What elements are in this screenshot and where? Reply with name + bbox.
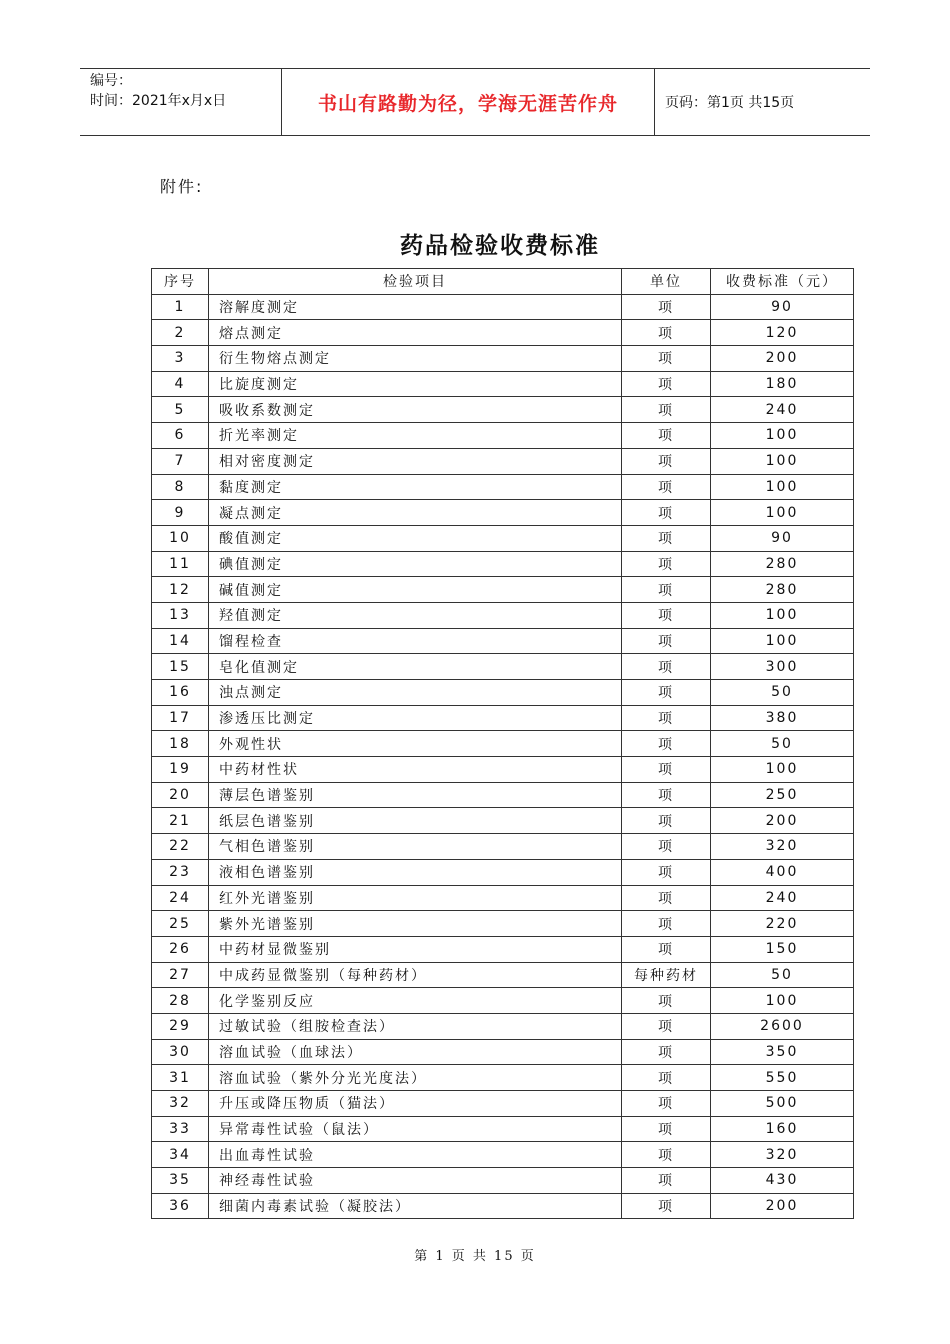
row-number: 26 [152, 936, 209, 962]
row-item: 酸值测定 [209, 525, 622, 551]
row-fee: 100 [711, 474, 854, 500]
row-item: 比旋度测定 [209, 371, 622, 397]
row-item: 红外光谱鉴别 [209, 885, 622, 911]
row-fee: 280 [711, 551, 854, 577]
row-item: 碱值测定 [209, 577, 622, 603]
row-number: 22 [152, 834, 209, 860]
row-item: 羟值测定 [209, 602, 622, 628]
row-fee: 150 [711, 936, 854, 962]
row-number: 20 [152, 782, 209, 808]
row-unit: 项 [622, 1193, 711, 1219]
row-item: 外观性状 [209, 731, 622, 757]
row-item: 黏度测定 [209, 474, 622, 500]
row-number: 23 [152, 859, 209, 885]
table-row [152, 1091, 854, 1117]
table-row [152, 1142, 854, 1168]
row-fee: 250 [711, 782, 854, 808]
row-unit: 项 [622, 397, 711, 423]
table-row [152, 911, 854, 937]
row-number: 10 [152, 525, 209, 551]
row-item: 渗透压比测定 [209, 705, 622, 731]
table-row [152, 885, 854, 911]
row-fee: 550 [711, 1065, 854, 1091]
table-row [152, 294, 854, 320]
row-item: 相对密度测定 [209, 448, 622, 474]
table-row [152, 474, 854, 500]
row-fee: 90 [711, 294, 854, 320]
table-row [152, 1168, 854, 1194]
row-fee: 320 [711, 834, 854, 860]
row-fee: 500 [711, 1091, 854, 1117]
row-fee: 100 [711, 500, 854, 526]
table-row [152, 525, 854, 551]
row-number: 31 [152, 1065, 209, 1091]
row-item: 化学鉴别反应 [209, 988, 622, 1014]
row-item: 出血毒性试验 [209, 1142, 622, 1168]
table-row [152, 859, 854, 885]
page-header [80, 68, 870, 136]
table-row [152, 988, 854, 1014]
row-number: 24 [152, 885, 209, 911]
table-row [152, 757, 854, 783]
table-row [152, 602, 854, 628]
row-item: 薄层色谱鉴别 [209, 782, 622, 808]
row-fee: 300 [711, 654, 854, 680]
table-row [152, 423, 854, 449]
row-number: 17 [152, 705, 209, 731]
row-item: 溶血试验（紫外分光光度法） [209, 1065, 622, 1091]
row-number: 6 [152, 423, 209, 449]
row-number: 13 [152, 602, 209, 628]
row-unit: 项 [622, 834, 711, 860]
row-fee: 100 [711, 988, 854, 1014]
row-number: 29 [152, 1013, 209, 1039]
table-row [152, 1039, 854, 1065]
row-fee: 100 [711, 448, 854, 474]
table-row [152, 731, 854, 757]
row-number: 1 [152, 294, 209, 320]
row-number: 16 [152, 680, 209, 706]
row-number: 9 [152, 500, 209, 526]
row-number: 18 [152, 731, 209, 757]
table-row [152, 346, 854, 372]
row-number: 19 [152, 757, 209, 783]
row-unit: 项 [622, 371, 711, 397]
row-fee: 2600 [711, 1013, 854, 1039]
header-number: 序号 [152, 269, 209, 295]
table-row [152, 371, 854, 397]
row-unit: 项 [622, 628, 711, 654]
row-fee: 50 [711, 731, 854, 757]
row-unit: 项 [622, 320, 711, 346]
row-unit: 项 [622, 1142, 711, 1168]
fee-table [151, 268, 854, 1219]
row-unit: 项 [622, 551, 711, 577]
table-header-row [152, 269, 854, 295]
document-title: 药品检验收费标准 [400, 233, 600, 259]
row-unit: 项 [622, 936, 711, 962]
row-number: 7 [152, 448, 209, 474]
row-unit: 项 [622, 885, 711, 911]
document-time-label: 时间：2021年x月x日 [90, 93, 227, 109]
row-number: 12 [152, 577, 209, 603]
table-row [152, 1116, 854, 1142]
row-unit: 项 [622, 1168, 711, 1194]
row-number: 15 [152, 654, 209, 680]
row-unit: 项 [622, 654, 711, 680]
table-row [152, 834, 854, 860]
row-unit: 项 [622, 346, 711, 372]
row-item: 馏程检查 [209, 628, 622, 654]
row-number: 32 [152, 1091, 209, 1117]
row-number: 8 [152, 474, 209, 500]
table-row [152, 320, 854, 346]
row-fee: 400 [711, 859, 854, 885]
row-number: 33 [152, 1116, 209, 1142]
row-unit: 项 [622, 808, 711, 834]
row-item: 皂化值测定 [209, 654, 622, 680]
row-item: 中药材性状 [209, 757, 622, 783]
table-row [152, 680, 854, 706]
row-fee: 90 [711, 525, 854, 551]
row-unit: 项 [622, 1116, 711, 1142]
row-item: 中药材显微鉴别 [209, 936, 622, 962]
table-row [152, 628, 854, 654]
row-fee: 200 [711, 808, 854, 834]
row-item: 浊点测定 [209, 680, 622, 706]
header-item: 检验项目 [209, 269, 622, 295]
page-footer: 第 1 页 共 15 页 [414, 1249, 536, 1264]
table-body [152, 294, 854, 1219]
row-fee: 180 [711, 371, 854, 397]
row-fee: 50 [711, 680, 854, 706]
row-item: 过敏试验（组胺检查法） [209, 1013, 622, 1039]
table-row [152, 962, 854, 988]
row-unit: 项 [622, 911, 711, 937]
row-item: 中成药显微鉴别（每种药材） [209, 962, 622, 988]
row-item: 异常毒性试验（鼠法） [209, 1116, 622, 1142]
row-fee: 100 [711, 602, 854, 628]
row-number: 21 [152, 808, 209, 834]
row-item: 气相色谱鉴别 [209, 834, 622, 860]
row-number: 14 [152, 628, 209, 654]
row-unit: 每种药材 [622, 962, 711, 988]
row-number: 5 [152, 397, 209, 423]
header-fee: 收费标准（元） [711, 269, 854, 295]
row-fee: 380 [711, 705, 854, 731]
table-row [152, 448, 854, 474]
row-unit: 项 [622, 577, 711, 603]
table-row [152, 654, 854, 680]
row-item: 紫外光谱鉴别 [209, 911, 622, 937]
row-number: 34 [152, 1142, 209, 1168]
row-number: 4 [152, 371, 209, 397]
row-unit: 项 [622, 448, 711, 474]
row-number: 36 [152, 1193, 209, 1219]
row-fee: 200 [711, 1193, 854, 1219]
row-item: 升压或降压物质（猫法） [209, 1091, 622, 1117]
table-row [152, 1193, 854, 1219]
attachment-label: 附件: [160, 177, 204, 196]
row-unit: 项 [622, 500, 711, 526]
header-left-cell [80, 69, 282, 135]
row-unit: 项 [622, 757, 711, 783]
row-item: 凝点测定 [209, 500, 622, 526]
row-fee: 220 [711, 911, 854, 937]
row-number: 35 [152, 1168, 209, 1194]
row-unit: 项 [622, 731, 711, 757]
row-item: 溶解度测定 [209, 294, 622, 320]
table-row [152, 936, 854, 962]
row-unit: 项 [622, 988, 711, 1014]
row-number: 2 [152, 320, 209, 346]
table-row [152, 1013, 854, 1039]
row-item: 细菌内毒素试验（凝胶法） [209, 1193, 622, 1219]
row-unit: 项 [622, 602, 711, 628]
row-unit: 项 [622, 1039, 711, 1065]
table-row [152, 705, 854, 731]
table-row [152, 577, 854, 603]
row-fee: 160 [711, 1116, 854, 1142]
header-page-info: 页码：第1页 共15页 [665, 95, 795, 111]
row-fee: 120 [711, 320, 854, 346]
row-unit: 项 [622, 423, 711, 449]
row-item: 神经毒性试验 [209, 1168, 622, 1194]
row-unit: 项 [622, 474, 711, 500]
row-item: 熔点测定 [209, 320, 622, 346]
row-fee: 100 [711, 423, 854, 449]
row-item: 衍生物熔点测定 [209, 346, 622, 372]
row-unit: 项 [622, 1091, 711, 1117]
row-unit: 项 [622, 294, 711, 320]
row-fee: 320 [711, 1142, 854, 1168]
row-item: 溶血试验（血球法） [209, 1039, 622, 1065]
row-unit: 项 [622, 525, 711, 551]
table-row [152, 397, 854, 423]
row-fee: 350 [711, 1039, 854, 1065]
row-number: 30 [152, 1039, 209, 1065]
row-item: 折光率测定 [209, 423, 622, 449]
row-item: 纸层色谱鉴别 [209, 808, 622, 834]
document-number-label: 编号： [90, 73, 132, 89]
row-unit: 项 [622, 680, 711, 706]
row-item: 吸收系数测定 [209, 397, 622, 423]
table-row [152, 551, 854, 577]
row-fee: 100 [711, 628, 854, 654]
row-item: 碘值测定 [209, 551, 622, 577]
row-number: 25 [152, 911, 209, 937]
row-fee: 100 [711, 757, 854, 783]
row-fee: 200 [711, 346, 854, 372]
row-fee: 240 [711, 885, 854, 911]
row-fee: 280 [711, 577, 854, 603]
row-unit: 项 [622, 1013, 711, 1039]
row-unit: 项 [622, 705, 711, 731]
table-row [152, 808, 854, 834]
row-fee: 50 [711, 962, 854, 988]
row-number: 11 [152, 551, 209, 577]
row-unit: 项 [622, 1065, 711, 1091]
table-row [152, 1065, 854, 1091]
row-number: 27 [152, 962, 209, 988]
row-unit: 项 [622, 859, 711, 885]
header-unit: 单位 [622, 269, 711, 295]
row-number: 28 [152, 988, 209, 1014]
table-row [152, 782, 854, 808]
row-fee: 240 [711, 397, 854, 423]
row-number: 3 [152, 346, 209, 372]
header-motto: 书山有路勤为径，学海无涯苦作舟 [282, 69, 655, 135]
row-unit: 项 [622, 782, 711, 808]
row-fee: 430 [711, 1168, 854, 1194]
table-row [152, 500, 854, 526]
row-item: 液相色谱鉴别 [209, 859, 622, 885]
